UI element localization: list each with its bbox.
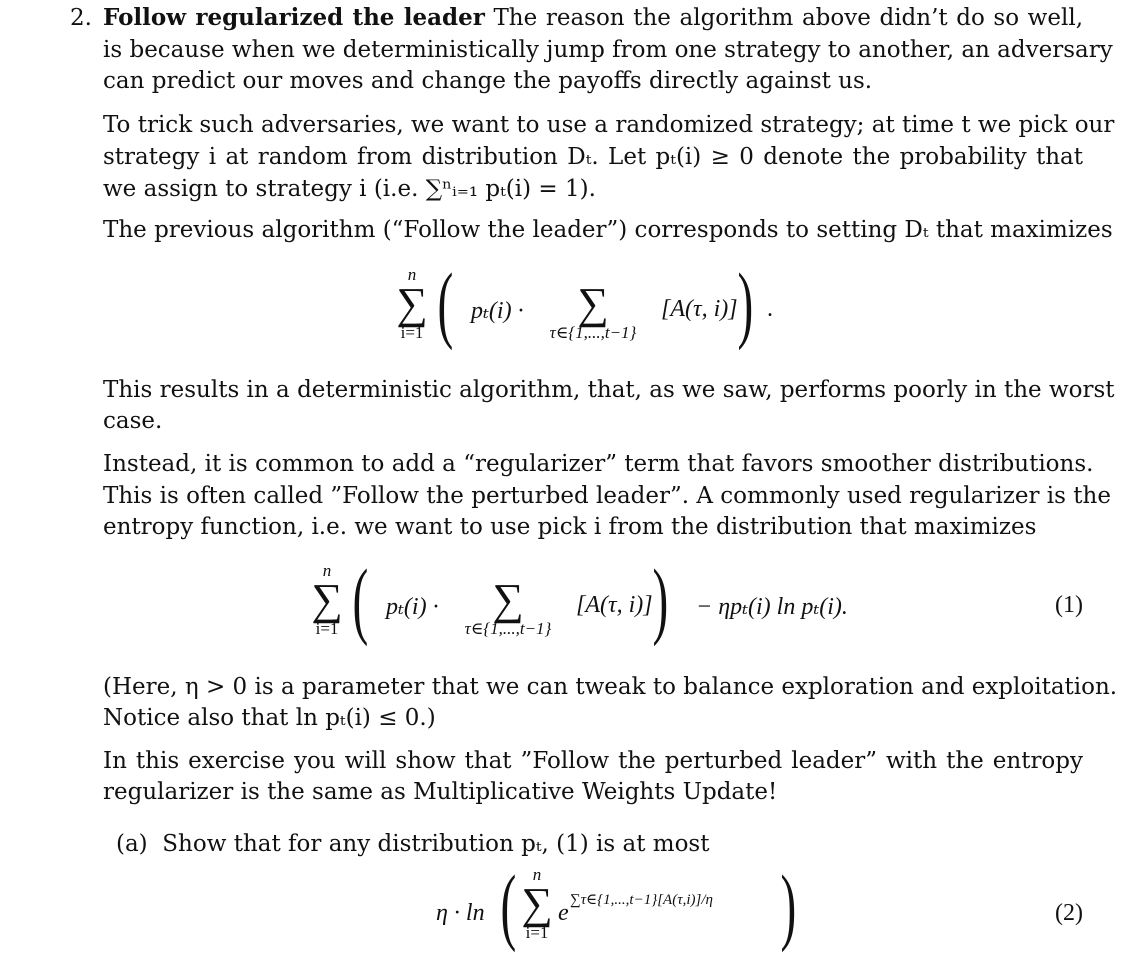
para5-line3: entropy function, i.e. we want to use pick i from the distribution that maximizes xyxy=(103,514,1037,540)
para5-line2: This is often called ”Follow the perturbed leader”. A commonly used regularizer is the xyxy=(103,483,1111,509)
item-number: 2. xyxy=(70,5,92,31)
section-title: Follow regularized the leader xyxy=(103,4,485,31)
eq0-term2: [A(τ, i)] xyxy=(661,296,738,322)
para2-line1: To trick such adversaries, we want to use a randomized strategy; at time t we pick our xyxy=(103,112,1115,138)
para6-line2: Notice also that ln pₜ(i) ≤ 0.) xyxy=(103,705,436,731)
para3: The previous algorithm (“Follow the leader”) corresponds to setting Dₜ that maximizes xyxy=(103,217,1113,243)
para4-line1: This results in a deterministic algorithm, that, as we saw, performs poorly in the worst xyxy=(103,377,1115,403)
equation-1-number: (1) xyxy=(1055,592,1083,618)
subitem-a xyxy=(116,829,709,859)
subitem-text: Show that for any distribution pₜ, (1) is at most xyxy=(162,831,710,857)
para5-line1: Instead, it is common to add a “regularizer” term that favors smoother distributions. xyxy=(103,451,1094,477)
para7-line2: regularizer is the same as Multiplicative Weights Update! xyxy=(103,779,778,805)
equation-2: η · ln ( n ∑ i=1 e ∑τ∈{1,...,t−1}[A(τ,i)]/η ) xyxy=(436,857,797,953)
para6-line1: (Here, η > 0 is a parameter that we can tweak to balance exploration and exploitation. xyxy=(103,674,1118,700)
subitem-label: (a) xyxy=(116,831,148,857)
equation-2-number: (2) xyxy=(1055,900,1083,926)
eq0-term1: pₜ(i) · xyxy=(471,298,524,324)
para4-line2: case. xyxy=(103,408,163,434)
para1-line1: Follow regularized the leader The reason the algorithm above didn’t do so well, xyxy=(103,4,1083,31)
equation-1: n ∑ i=1 ( pₜ(i) · ∑ τ∈{1,...,t−1} [A(τ, i)] ) − ηpₜ(i) ln pₜ(i). xyxy=(311,551,848,647)
para1-line2: is because when we deterministically jump from one strategy to another, an adversary xyxy=(103,37,1113,63)
para7-line1: In this exercise you will show that ”Follow the perturbed leader” with the entropy xyxy=(103,748,1083,774)
equation-follow-leader: n ∑ i=1 ( pₜ(i) · ∑ τ∈{1,...,t−1} [A(τ, i)] ) . xyxy=(396,255,773,351)
para2-line2: strategy i at random from distribution Dₜ. Let pₜ(i) ≥ 0 denote the probability that xyxy=(103,144,1083,170)
para2-line3: we assign to strategy i (i.e. ∑ⁿᵢ₌₁ pₜ(i) = 1). xyxy=(103,176,596,202)
sum-operator: n ∑ i=1 xyxy=(396,265,428,342)
inner-sum: ∑ τ∈{1,...,t−1} xyxy=(549,279,637,342)
para1-line3: can predict our moves and change the payoffs directly against us. xyxy=(103,68,873,94)
